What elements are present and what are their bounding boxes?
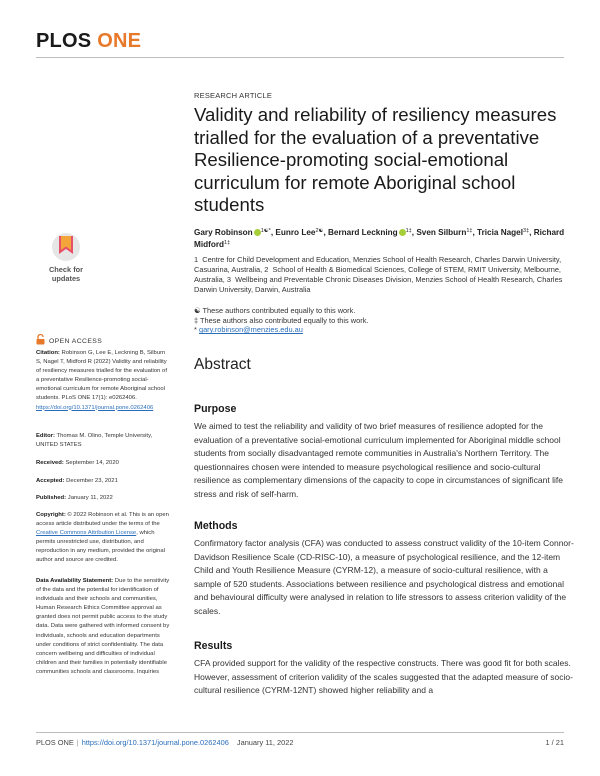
article-title: Validity and reliability of resiliency measures trialled for the evaluation of a preventative Resilience-promoting social-emotional curriculum for remote Aboriginal school students xyxy=(194,104,557,216)
orcid-icon[interactable] xyxy=(399,229,406,236)
orcid-icon[interactable] xyxy=(254,229,261,236)
author-sup: 1‡ xyxy=(405,228,412,234)
open-access-lock-icon xyxy=(36,334,45,345)
results-paragraph: CFA provided support for the validity of the respective constructs. There was good fit for both scales. However, assessment of criterion validity of the scales suggested that the adapted measure of socio-cultural resilience (CYRM-12NT) showed higher reliability and a xyxy=(194,658,573,696)
author-name[interactable]: Gary Robinson xyxy=(194,228,253,237)
affiliation-number: 1 xyxy=(194,255,199,264)
corresponding-email-link[interactable]: gary.robinson@menzies.edu.au xyxy=(198,325,303,335)
asterisk-mark: * xyxy=(194,325,197,335)
received-date: September 14, 2020 xyxy=(65,460,119,466)
results-heading: Results xyxy=(194,640,233,652)
author-sup: 2☯ xyxy=(315,228,324,234)
author-sup: 1‡ xyxy=(466,228,473,234)
published-date: January 11, 2022 xyxy=(67,495,113,501)
affiliation-text: Centre for Child Development and Education, Menzies School of Health Research, Charles Darwin University, Casuarina, Australia, xyxy=(194,255,562,274)
also-contribution-note: ‡ These authors also contributed equally to this work. xyxy=(194,315,369,325)
affiliation-number: 2 xyxy=(264,264,269,274)
journal-name-one: ONE xyxy=(97,30,142,52)
methods-paragraph: Confirmatory factor analysis (CFA) was conducted to assess construct validity of the 10-item Connor-Davidson Resilience Scale (CD-RISC-10), a measure of psychological resilience, and the 12-item Child and Youth Resilience Measure (CYRM-12), a measure of socio-cultural resilience, with a sample of 520 students. Associations between resilience and psychological distress and emotional and behavioural difficulty were analysed in relation to life stressors to assess criterion validity of the scales. xyxy=(194,538,574,616)
equal-contribution-note: ☯ These authors contributed equally to this work. xyxy=(194,306,356,315)
page-footer: PLOS ONE | https://doi.org/10.1371/journal.pone.0262406 January 11, 2022 xyxy=(36,738,294,747)
received-label: Received: xyxy=(36,460,64,466)
purpose-heading: Purpose xyxy=(194,403,237,415)
accepted-block xyxy=(36,477,170,486)
open-access-text: OPEN ACCESS xyxy=(49,338,103,345)
journal-logo xyxy=(36,30,141,53)
copyright-text-end: , which permits unrestricted use, distribution, and reproduction in any medium, provided the original author and source are credited. xyxy=(36,530,166,564)
author-list: Gary Robinson $^{1☯*}$, Eunro Lee$^{2☯}$, Bernard Leckning $^{1\ddagger}$, Sven Silburn$^{1\ddagger}$, Tricia Nagel$^{3\ddagger}$, Richard Midford$^{1\ddagger}$ xyxy=(194,228,565,249)
editor-text: Thomas M. Olino, Temple University, UNITED STATES xyxy=(36,433,153,449)
affiliation-number: 3 xyxy=(226,274,231,284)
author-sup: 1☯* xyxy=(260,228,271,234)
copyright-label: Copyright: xyxy=(36,512,66,518)
check-for-updates-label[interactable] xyxy=(40,266,92,283)
affiliation-text: School of Health & Biomedical Sciences, College of STEM, RMIT University, Melbourne, Australia, xyxy=(194,264,561,284)
author-name[interactable]: Bernard Leckning xyxy=(328,228,398,237)
editor-label: Editor: xyxy=(36,433,55,439)
citation-text: Robinson G, Lee E, Leckning B, Silburn S, Nagel T, Midford R (2022) Validity and reliability of resiliency measures trialled for the evaluation of a preventative Resilience-promoting social-emotional curriculum for remote Aboriginal school students. PLoS ONE 17(1): e0262406. xyxy=(36,350,167,402)
footer-doi-link[interactable]: https://doi.org/10.1371/journal.pone.0262406 xyxy=(81,738,229,747)
article-type-label: RESEARCH ARTICLE xyxy=(194,91,273,100)
author-name[interactable]: Sven Silburn xyxy=(416,228,467,237)
footer-date: January 11, 2022 xyxy=(236,738,294,747)
purpose-paragraph: We aimed to test the reliability and validity of two brief measures of resilience adopted for the evaluation of a preventative social-emotional curriculum implemented for Aboriginal middle school students from socially disadvantaged remote communities in Australia's Northern Territory. The questionnaires chosen were intended to measure psychological resilience and socio-cultural resilience as complementary dimensions of the capacity to cope in circumstances of significant life stress and risk of self-harm. xyxy=(194,421,563,499)
abstract-heading: Abstract xyxy=(194,356,251,373)
author-name[interactable]: Tricia Nagel xyxy=(477,228,524,237)
corresponding-author xyxy=(194,325,368,335)
methods-heading: Methods xyxy=(194,520,238,532)
check-line-1: Check for xyxy=(48,265,84,274)
journal-name-plos: PLOS xyxy=(36,30,92,52)
footer-divider xyxy=(36,732,564,733)
data-availability-block xyxy=(36,577,170,677)
citation-doi-link[interactable]: https://doi.org/10.1371/journal.pone.0262406 xyxy=(36,404,154,411)
affiliation-text: Wellbeing and Preventable Chronic Diseases Division, Menzies School of Health Research, Charles Darwin University, Darwin, Australia xyxy=(194,274,563,294)
author-notes xyxy=(194,306,368,335)
received-block xyxy=(36,459,170,468)
data-availability-label: Data Availability Statement: xyxy=(36,578,114,584)
author-sup: 3‡ xyxy=(523,228,530,234)
check-line-2: updates xyxy=(51,273,81,283)
citation-block xyxy=(36,349,170,413)
copyright-block xyxy=(36,511,170,566)
affiliations xyxy=(194,255,574,295)
published-block xyxy=(36,494,170,503)
footer-journal: PLOS ONE xyxy=(36,738,74,747)
copyright-text: © 2022 Robinson et al. This is an open access article distributed under the terms of the xyxy=(36,512,169,528)
author-name[interactable]: Eunro Lee xyxy=(275,228,316,237)
accepted-date: December 23, 2021 xyxy=(66,478,118,484)
author-name[interactable]: Richard Midford xyxy=(194,228,565,249)
accepted-label: Accepted: xyxy=(36,478,65,484)
data-availability-text: Due to the sensitivity of the data and the potential for identification of individuals and their schools and communities, Human Research Ethics Committee approval as granted does not permit public access to the study data. Data were gathered with informed consent by individuals, schools and education departments under conditions of strict confidentiality. The data concern wellbeing and difficulties of individual children and their families in potentially identifiable communities schools and classrooms. Inquiries xyxy=(36,578,170,675)
license-link[interactable]: Creative Commons Attribution License xyxy=(36,530,137,537)
open-access-label xyxy=(36,334,102,345)
editor-block xyxy=(36,432,170,450)
author-sup: 1‡ xyxy=(224,240,231,246)
header-divider xyxy=(36,57,564,58)
citation-label: Citation: xyxy=(36,350,60,356)
page-number: 1 / 21 xyxy=(545,738,564,747)
published-label: Published: xyxy=(36,495,67,501)
